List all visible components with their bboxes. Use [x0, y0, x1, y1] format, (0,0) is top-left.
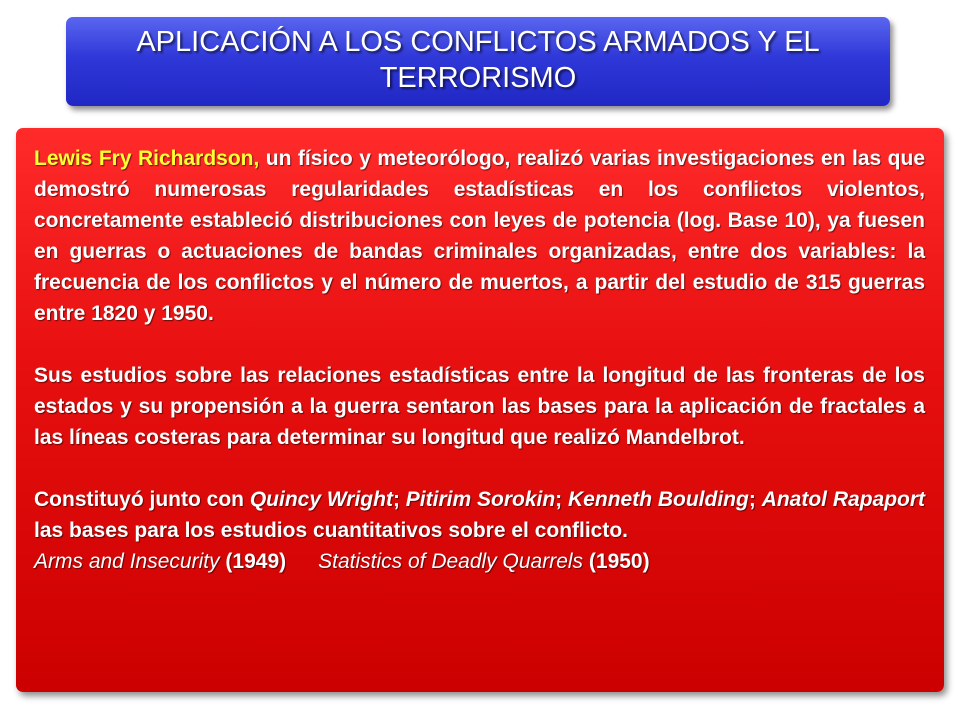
- slide-title: APLICACIÓN A LOS CONFLICTOS ARMADOS Y EL TERRORISMO: [136, 25, 820, 94]
- paragraph-fronteras: Sus estudios sobre las relaciones estadísticas entre la longitud de las fronteras de los estados y su propensión a la guerra sentaron las bases para la aplicación de fractales a las líneas costeras para determinar su longitud que realizó Mandelbrot.: [34, 364, 925, 449]
- paragraph-richardson: [34, 143, 925, 329]
- content-panel: [16, 128, 944, 692]
- content-text: [34, 143, 925, 577]
- title-banner: [66, 17, 890, 106]
- paragraph-constituyo: [34, 484, 925, 546]
- author-highlight: Lewis Fry Richardson,: [34, 147, 260, 170]
- separator: ;: [392, 488, 406, 511]
- text-span: Constituyó junto con: [34, 488, 250, 511]
- year-1949: (1949): [219, 550, 287, 573]
- name-sorokin: Pitirim Sorokin: [405, 488, 556, 511]
- name-wright: Quincy Wright: [249, 488, 393, 511]
- paragraph-richardson-text: un físico y meteorólogo, realizó varias investigaciones en las que demostró numerosas regularidades estadísticas en los conflictos violentos, concretamente estableció distribuciones con leyes de potencia (log. Base 10), ya fuesen en guerras o actuaciones de bandas criminales organizadas, entre dos variables: la frecuencia de los conflictos y el número de muertos, a partir del estudio de 315 guerras entre 1820 y 1950.: [34, 147, 925, 325]
- separator: ;: [748, 488, 762, 511]
- references-line: [34, 546, 925, 577]
- separator: ;: [555, 488, 569, 511]
- book-deadly-quarrels: Statistics of Deadly Quarrels: [318, 550, 584, 573]
- book-arms-insecurity: Arms and Insecurity: [34, 550, 220, 573]
- text-span: las bases para los estudios cuantitativos sobre el conflicto.: [34, 519, 629, 542]
- year-1950: (1950): [583, 550, 650, 573]
- name-boulding: Kenneth Boulding: [568, 488, 749, 511]
- name-rapaport: Anatol Rapaport: [761, 488, 926, 511]
